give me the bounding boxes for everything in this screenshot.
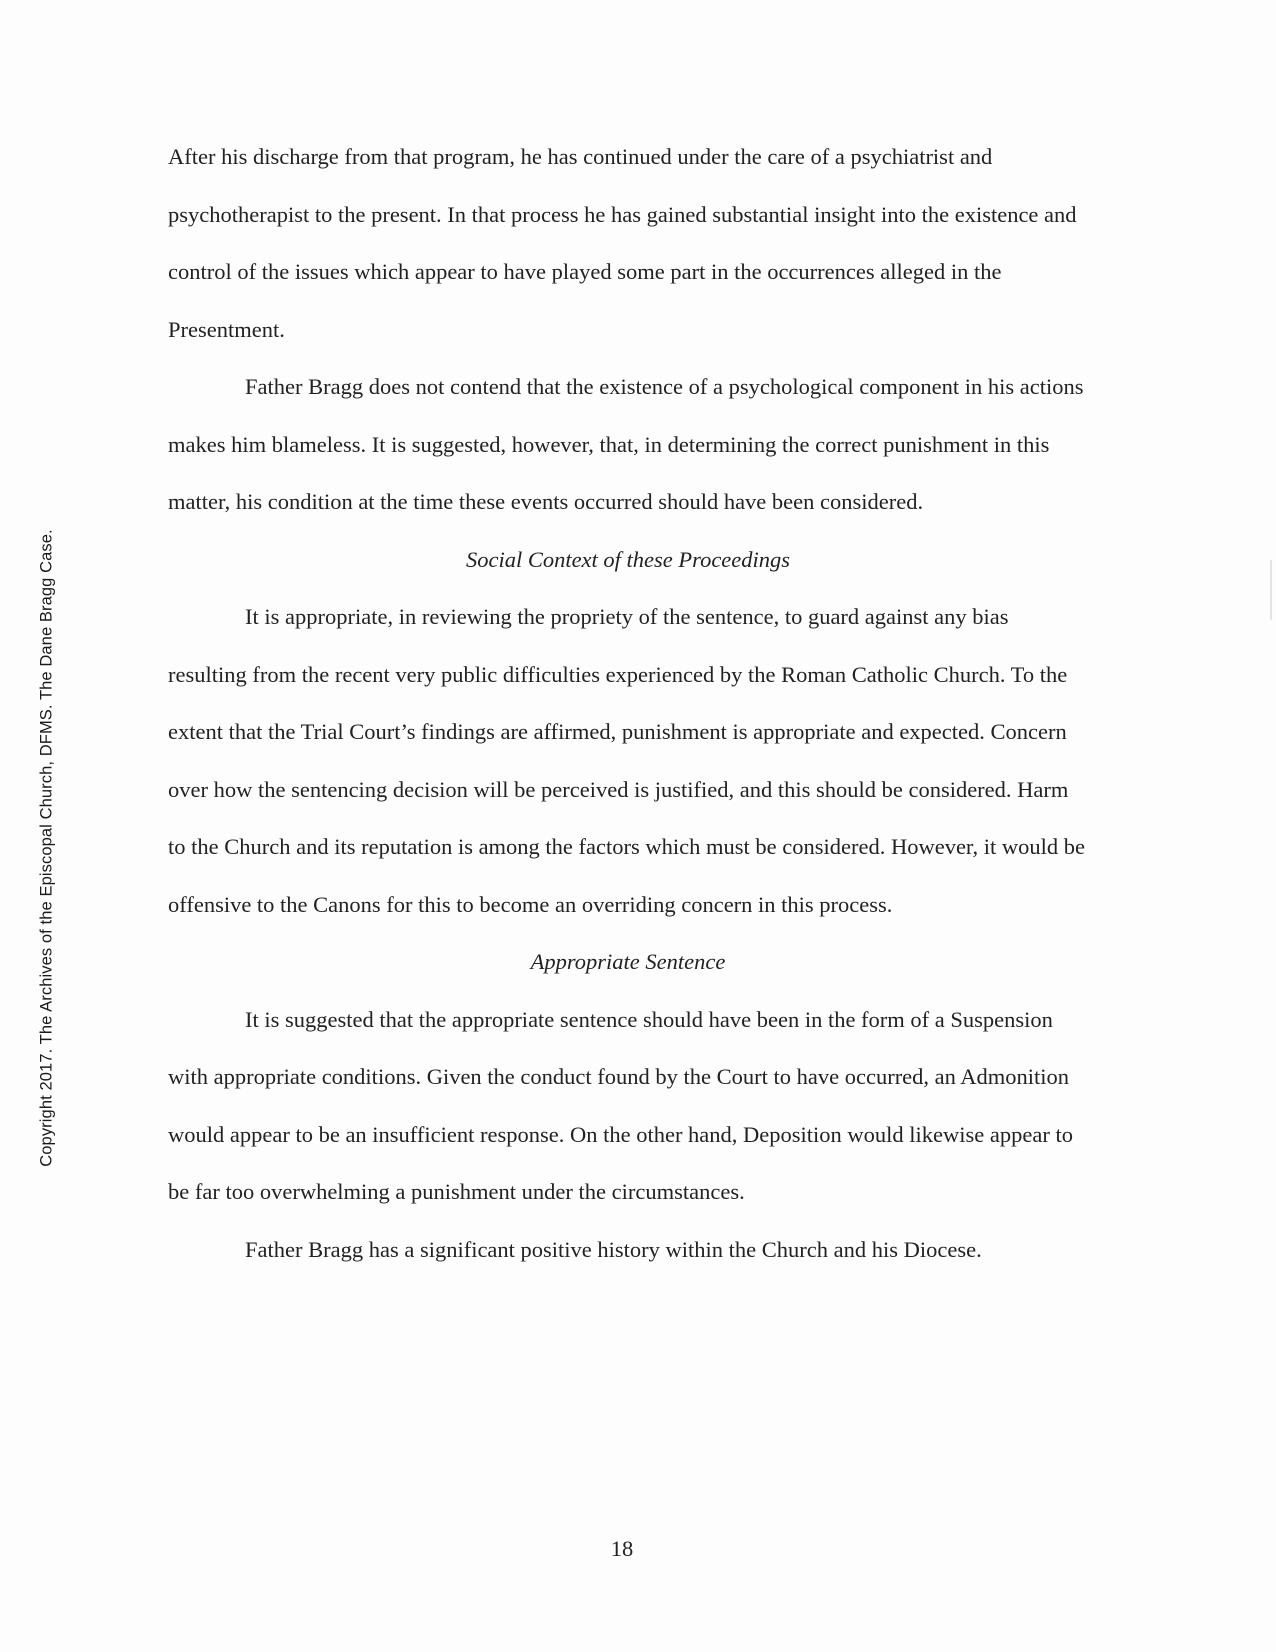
- copyright-notice: Copyright 2017. The Archives of the Episcopal Church, DFMS. The Dane Bragg Case.: [37, 529, 56, 1167]
- paragraph-social-context: It is appropriate, in reviewing the propriety of the sentence, to guard against any bias resulting from the recent very public difficulties experienced by the Roman Catholic Church. To the extent that the Trial Court’s findings are affirmed, punishment is appropriate and expected. Concern over how the sentencing decision will be perceived is justified, and this should be considered. Harm to the Church and its reputation is among the factors which must be considered. However, it would be offensive to the Canons for this to become an overriding concern in this process.: [168, 604, 1086, 917]
- heading-appropriate-sentence: Appropriate Sentence: [530, 949, 726, 974]
- paragraph-discharge: After his discharge from that program, he has continued under the care of a psychiatrist and psychotherapist to the present. In that process he has gained substantial insight into the existence and control of the issues which appear to have played some part in the occurrences alleged in the Presentment.: [168, 144, 1077, 342]
- paragraph-psychological-component: Father Bragg does not contend that the existence of a psychological component in his actions makes him blameless. It is suggested, however, that, in determining the correct punishment in this matter, his condition at the time these events occurred should have been considered.: [168, 374, 1084, 514]
- page-number-text: 18: [610, 1536, 634, 1561]
- paragraph-appropriate-sentence: It is suggested that the appropriate sentence should have been in the form of a Suspension with appropriate conditions. Given the conduct found by the Court to have occurred, an Admonition would appear to be an insufficient response. On the other hand, Deposition would likewise appear to be far too overwhelming a punishment under the circumstances.: [168, 1006, 1073, 1204]
- scan-edge-mark: [1270, 560, 1272, 620]
- page-number: [0, 1536, 1276, 1562]
- paragraph-positive-history: Father Bragg has a significant positive history within the Church and his Diocese.: [245, 1236, 982, 1262]
- document-body: [168, 128, 1088, 1278]
- heading-social-context: Social Context of these Proceedings: [465, 546, 791, 572]
